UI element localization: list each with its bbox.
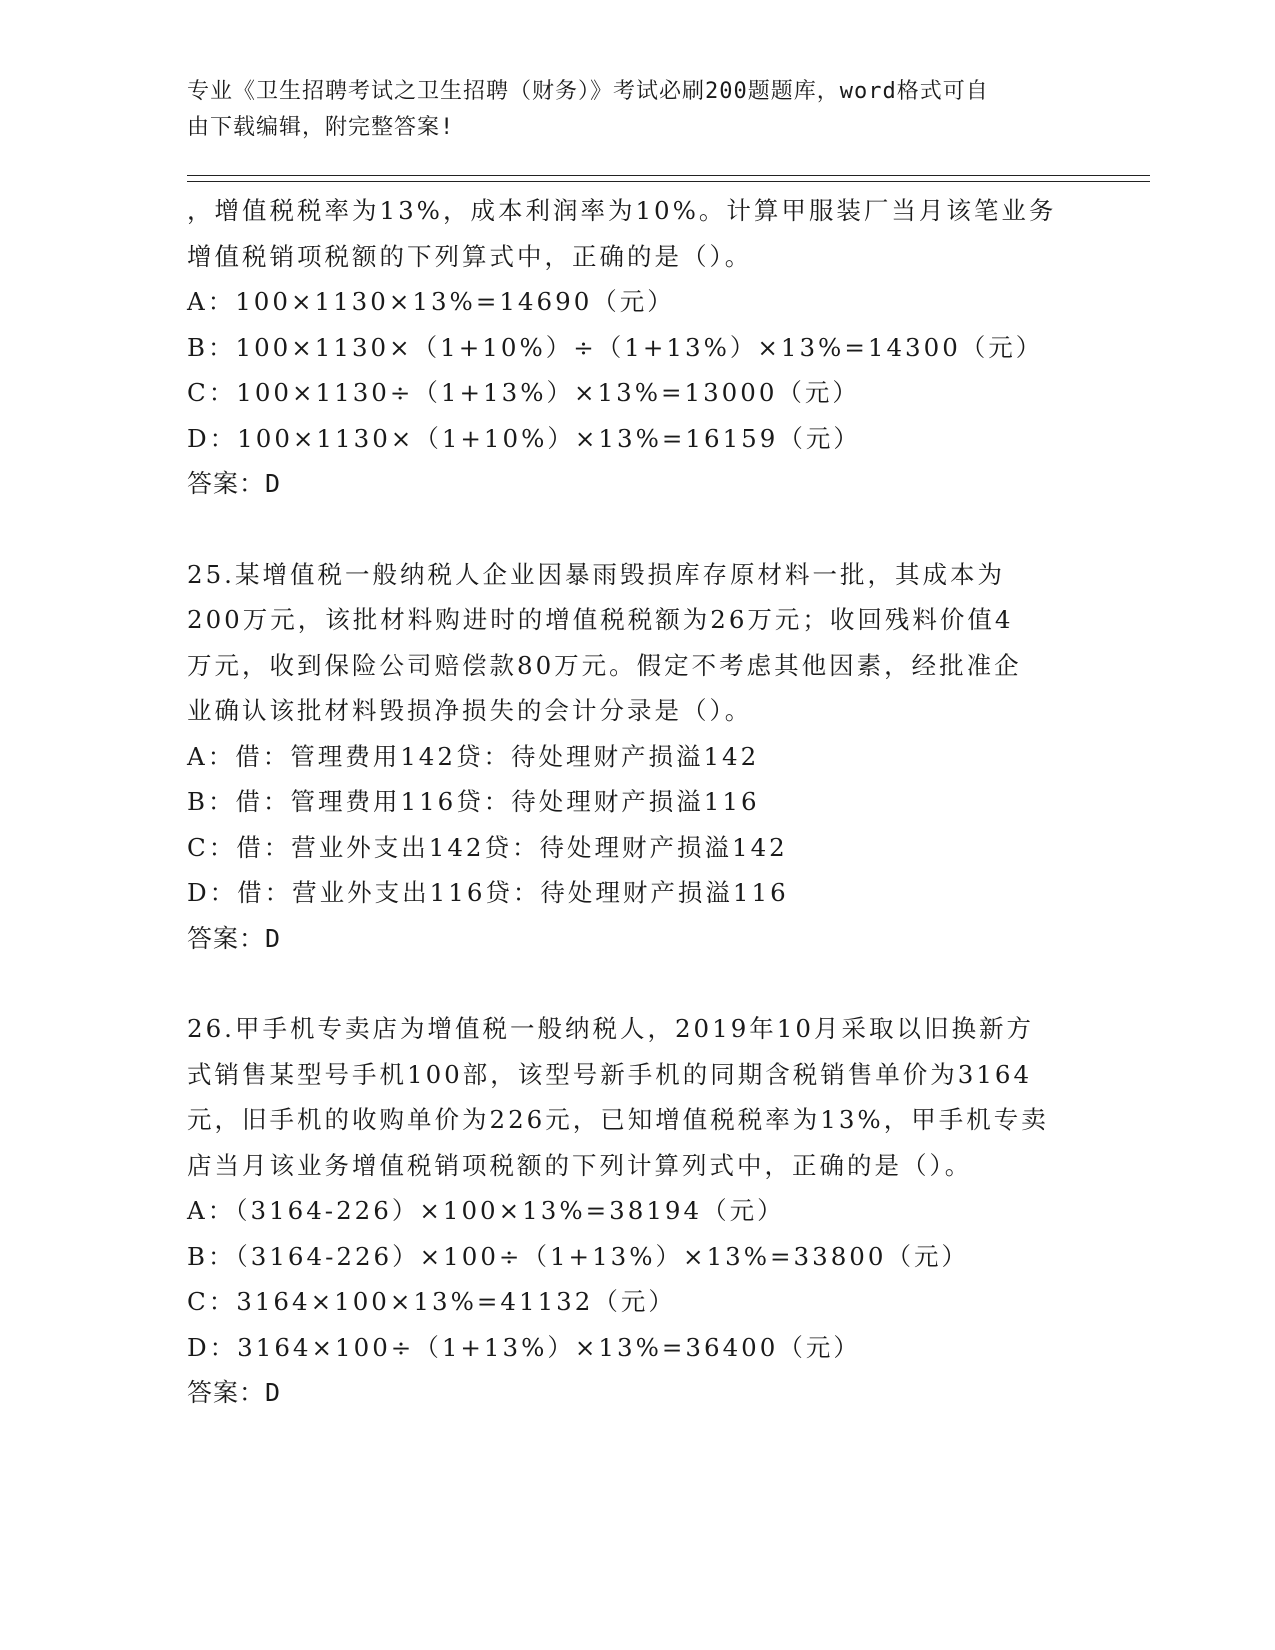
- question-stem: 200万元，该批材料购进时的增值税税额为26万元；收回残料价值4: [187, 605, 1014, 634]
- question-stem: 增值税销项税额的下列算式中，正确的是（）。: [187, 241, 753, 271]
- spacer: [187, 961, 1087, 1006]
- option-a: A：借：管理费用142贷：待处理财产损溢142: [187, 741, 760, 771]
- option-c: C：3164×100×13%=41132（元）: [187, 1287, 676, 1316]
- option-a: A：100×1130×13%=14690（元）: [187, 287, 675, 316]
- question-26: [187, 1006, 1087, 1416]
- question-stem: 元，旧手机的收购单价为226元，已知增值税税率为13%，甲手机专卖: [187, 1105, 1049, 1134]
- question-stem: 业确认该批材料毁损净损失的会计分录是（）。: [187, 696, 753, 725]
- question-list: [187, 188, 1087, 1416]
- question-stem: 店当月该业务增值税销项税额的下列计算列式中，正确的是（）。: [187, 1150, 973, 1180]
- option-d: D：3164×100÷（1+13%）×13%=36400（元）: [187, 1332, 861, 1362]
- question-continued: [187, 188, 1087, 507]
- header-line: 专业《卫生招聘考试之卫生招聘（财务）》考试必刷200题题库，word格式可自: [187, 79, 989, 104]
- answer: 答案：D: [187, 923, 282, 953]
- option-b: B：借：管理费用116贷：待处理财产损溢116: [187, 787, 760, 816]
- header-line: 由下载编辑，附完整答案!: [187, 115, 455, 140]
- question-stem: 万元，收到保险公司赔偿款80万元。假定不考虑其他因素，经批准企: [187, 650, 1022, 680]
- header-divider: [187, 175, 1150, 176]
- question-stem: 25.某增值税一般纳税人企业因暴雨毁损库存原材料一批，其成本为: [187, 559, 1005, 589]
- question-stem: ，增值税税率为13%，成本利润率为10%。计算甲服装厂当月该笔业务: [187, 196, 1057, 225]
- question-stem: 26.甲手机专卖店为增值税一般纳税人，2019年10月采取以旧换新方: [187, 1014, 1034, 1043]
- document-header: [187, 74, 1087, 146]
- answer: 答案：D: [187, 469, 282, 498]
- option-d: D：借：营业外支出116贷：待处理财产损溢116: [187, 878, 789, 907]
- answer: 答案：D: [187, 1378, 282, 1407]
- option-c: C：借：营业外支出142贷：待处理财产损溢142: [187, 832, 788, 862]
- header-divider: [187, 181, 1150, 182]
- option-b: B：100×1130×（1+10%）÷（1+13%）×13%=14300（元）: [187, 332, 1044, 362]
- option-c: C：100×1130÷（1+13%）×13%=13000（元）: [187, 378, 860, 407]
- option-b: B：（3164-226）×100÷（1+13%）×13%=33800（元）: [187, 1241, 969, 1271]
- spacer: [187, 507, 1087, 552]
- question-stem: 式销售某型号手机100部，该型号新手机的同期含税销售单价为3164: [187, 1059, 1033, 1089]
- option-a: A：（3164-226）×100×13%=38194（元）: [187, 1196, 785, 1225]
- question-25: [187, 552, 1087, 962]
- option-d: D：100×1130×（1+10%）×13%=16159（元）: [187, 423, 861, 453]
